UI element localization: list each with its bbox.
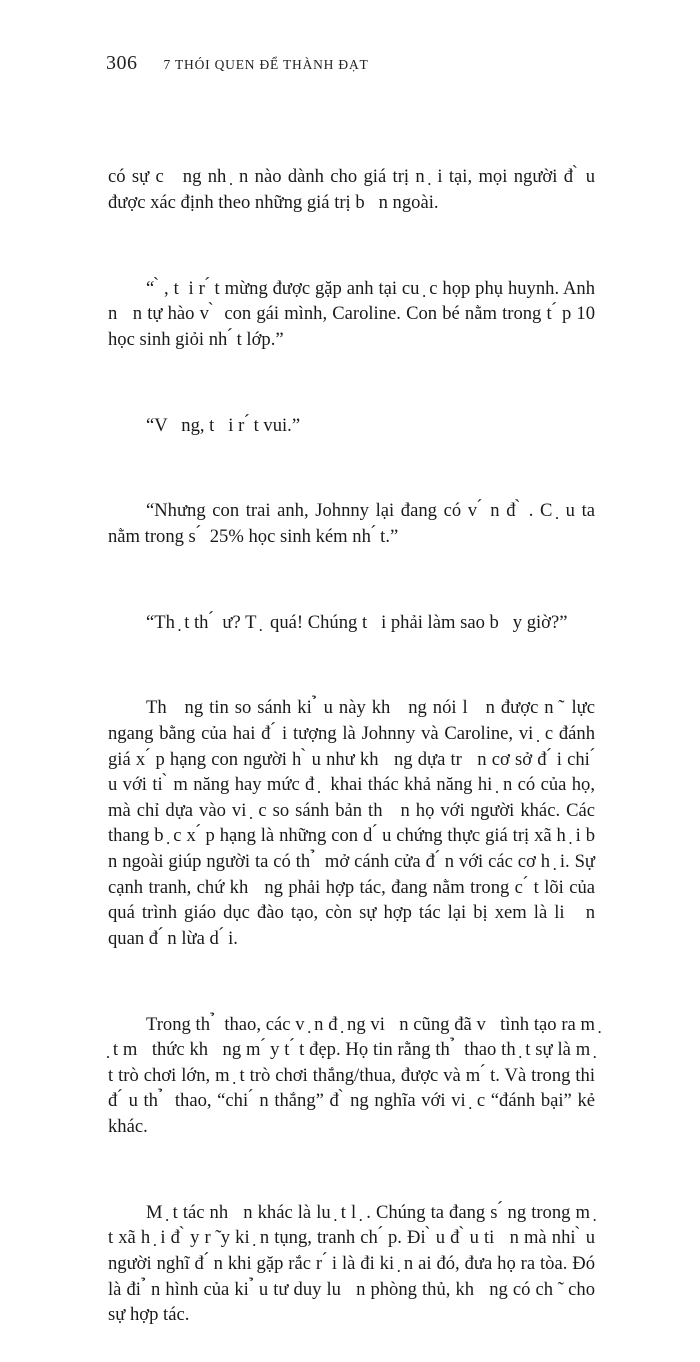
paragraph-continuation: có sự c ng nh ̣ n nào dành cho giá trị n ̣ i tại, mọi người đ ̀ u được xác định theo những giá trị b n ngoài.	[108, 166, 600, 213]
paragraph-dialogue-parent-worry: “Th ̣ t th ́ ư? T ̣ quá! Chúng t i phải làm sao b y giờ?”	[146, 611, 568, 633]
page-header	[106, 52, 369, 75]
body-text	[108, 113, 609, 1362]
page-number: 306	[106, 52, 138, 74]
paragraph-dialogue-teacher: “ ̀ , t i r ́ t mừng được gặp anh tại cu ̣ c họp phụ huynh. Anh n n tự hào v ̀ con gái mình, Caroline. Con bé nằm trong t ́ p 10 học sinh giỏi nh ́ t lớp.”	[108, 277, 600, 350]
paragraph-sports: Trong th ̉ thao, các v ̣ n đ ̣ ng vi n cũng đã v tình tạo ra m ̣ t m thức kh ng m ́ y t ́ t đẹp. Họ tin rằng th ̉ thao th ̣ t sự là m ̣ t trò chơi lớn, m ̣ t trò chơi thắng/thua, được và m ́ t. Và trong thi đ ́ u th ̉ thao, “chi ́ n thắng” đ ̀ ng nghĩa với vi ̣ c “đánh bại” kẻ khác.	[108, 1013, 600, 1137]
running-title: 7 THÓI QUEN ĐỂ THÀNH ĐẠT	[163, 57, 369, 72]
paragraph-comparison: Th ng tin so sánh ki ̉ u này kh ng nói l n được n ̃ lực ngang bằng của hai đ ́ i tượng là Johnny và Caroline, vi ̣ c đánh giá x ́ p hạng con người h ̀ u như kh ng dựa tr n cơ sở đ ́ i chi ́ u với ti ̀ m năng hay mức đ ̣ khai thác khả năng hi ̣ n có của họ, mà chỉ dựa vào vi ̣ c so sánh bản th n họ với người khác. Các thang b ̣ c x ́ p hạng là những con d ́ u chứng thực giá trị xã h ̣ i b n ngoài giúp người ta có th ̉ mở cánh cửa đ ́ n với các cơ h ̣ i. Sự cạnh tranh, chứ kh ng phải hợp tác, đang nằm trong c ́ t lõi của quá trình giáo dục đào tạo, còn sự hợp tác lại bị xem là li n quan đ ́ n lừa d ́ i.	[108, 697, 609, 949]
paragraph-dialogue-johnny: “Nhưng con trai anh, Johnny lại đang có v ́ n đ ̀ . C ̣ u ta nằm trong s ́ 25% học sinh kém nh ́ t.”	[108, 500, 600, 547]
paragraph-law: M ̣ t tác nh n khác là lu ̣ t l ̣ . Chúng ta đang s ́ ng trong m ̣ t xã h ̣ i đ ̀ y r ̃ y ki ̣ n tụng, tranh ch ́ p. Đi ̀ u đ ̀ u ti n mà nhi ̀ u người nghĩ đ ́ n khi gặp rắc r ́ i là đi ki ̣ n ai đó, đưa họ ra tòa. Đó là đi ̉ n hình của ki ̉ u tư duy lu n phòng thủ, kh ng có ch ̃ cho sự hợp tác.	[108, 1201, 600, 1326]
paragraph-dialogue-parent-reply: “V ng, t i r ́ t vui.”	[146, 414, 301, 436]
